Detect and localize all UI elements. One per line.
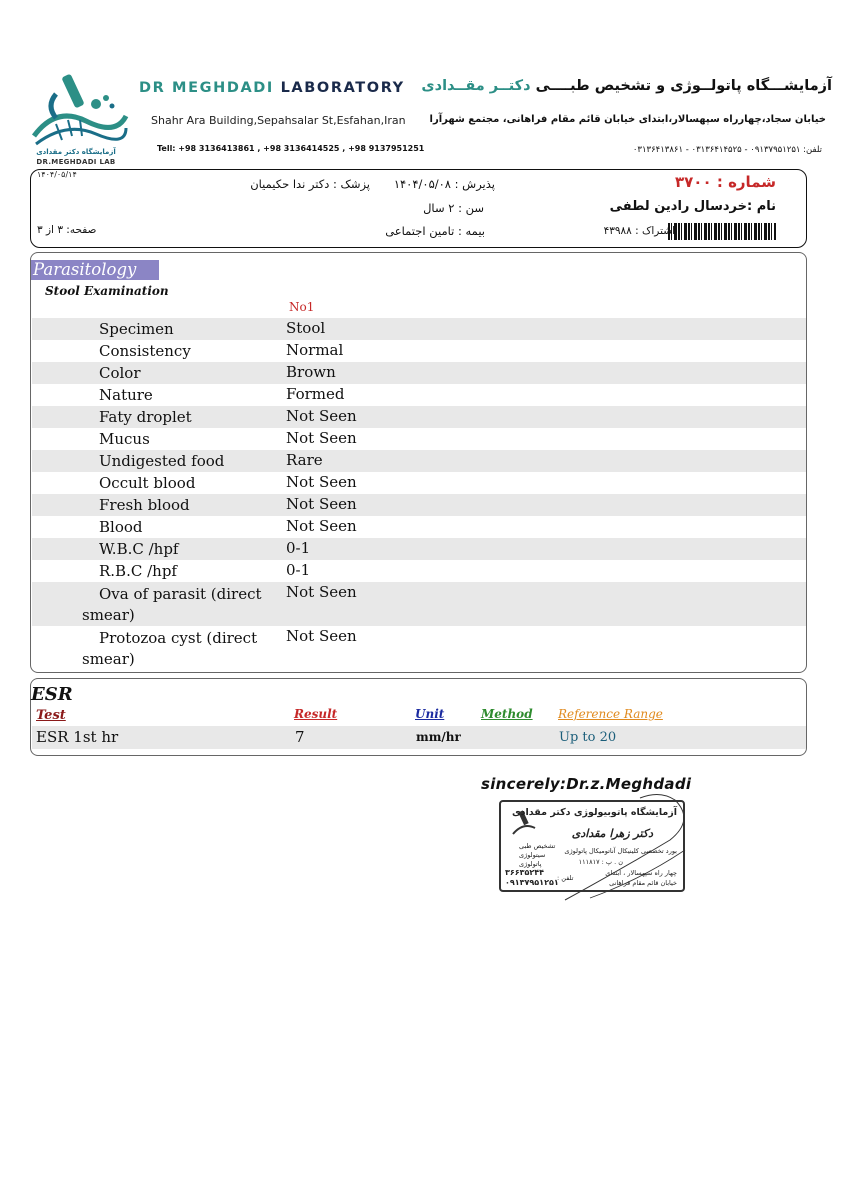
lab-name-persian [421,78,832,94]
esr-reference: Up to 20 [559,730,617,745]
section-title-esr: ESR [31,684,73,705]
table-row [32,516,806,538]
row-value: Not Seen [286,517,357,535]
row-value: Not Seen [286,407,357,425]
admission-date: پذیرش : ۱۴۰۴/۰۵/۰۸ [393,177,495,191]
row-value: 0-1 [286,539,311,557]
row-label: Faty droplet [99,408,192,426]
logo-persian-text: آزمایشگاه دکتر مقدادی [36,148,116,156]
esr-test-name: ESR 1st hr [36,728,119,746]
row-value: Not Seen [286,473,357,491]
address-english: Shahr Ara Building,Sepahsalar St,Esfahan,Iran [151,114,406,127]
table-row [32,318,806,340]
row-label: Mucus [99,430,150,448]
row-label: Consistency [99,342,191,360]
header-method: Method [481,707,533,721]
row-label: Undigested food [99,452,225,470]
table-row [32,384,806,406]
microscope-dna-icon [26,66,130,150]
header-result: Result [294,707,338,721]
header-test: Test [36,708,66,723]
table-row [32,472,806,494]
row-value: Not Seen [286,583,357,601]
row-value: Stool [286,319,326,337]
report-number: شماره : ۳۷۰۰ [675,173,776,191]
doctor-stamp [499,800,685,892]
barcode [668,223,776,240]
address-persian: خیابان سجاد،چهارراه سپهسالار،ابتدای خیابان قائم مقام فراهانی، مجتمع شهرآرا [429,114,826,125]
header-unit: Unit [415,707,445,721]
parasitology-section [30,252,807,673]
table-row [32,494,806,516]
page-number: صفحه: ۳ از ۳ [37,224,97,236]
lab-name-laboratory: LABORATORY [280,80,405,96]
stamp-address: چهار راه سپهسالار ، ابتدای [605,869,677,877]
stamp-phone-2: ۰۹۱۳۷۹۵۱۲۵۱ [505,878,559,887]
table-row [32,428,806,450]
table-row [32,406,806,428]
stamp-doctor-name: دکتر زهرا مقدادی [571,827,653,840]
stamp-phone-1: ۳۶۶۳۵۲۴۴ [505,868,545,877]
row-value: 0-1 [286,561,311,579]
row-value: Not Seen [286,495,357,513]
row-label: W.B.C /hpf [99,540,179,558]
patient-info-box [30,169,807,248]
esr-unit: mm/hr [416,730,461,744]
patient-name: نام :خردسال رادین لطفی [609,199,776,214]
stool-exam-title: Stool Examination [45,284,169,298]
signature-text: sincerely:Dr.z.Meghdadi [481,775,692,793]
lab-name-english [139,80,405,96]
table-row [32,538,806,560]
stamp-side-2: سیتولوژی [519,851,546,859]
row-label: Fresh blood [99,496,190,514]
row-label: Occult blood [99,474,196,492]
table-row [32,362,806,384]
row-value: Not Seen [286,627,357,645]
insurance: بیمه : تامین اجتماعی [385,224,485,238]
row-value: Rare [286,451,323,469]
esr-result: 7 [295,728,305,746]
table-row [32,450,806,472]
row-value: Normal [286,341,344,359]
phone-persian: تلفن: ۰۹۱۳۷۹۵۱۲۵۱ - ۰۳۱۳۶۴۱۴۵۲۵ - ۰۳۱۳۶۴۱۳۸۶۱ [632,145,822,155]
patient-age: سن : ۲ سال [423,201,484,215]
row-label: Nature [99,386,153,404]
row-value: Formed [286,385,345,403]
table-row [32,560,806,582]
row-label: Color [99,364,141,382]
subscription-number: اشتراک : ۴۳۹۸۸ [603,225,675,237]
referring-doctor: پزشک : دکتر ندا حکیمیان [250,177,370,191]
row-label: Ova of parasit (direct smear) [82,585,262,624]
phone-english: Tell: +98 3136413861 , +98 3136414525 , +98 9137951251 [157,144,425,153]
logo-english-text: DR.MEGHDADI LAB [36,158,116,166]
table-row [32,726,806,749]
stamp-tel-label: تلفن : [557,874,574,882]
table-row [32,340,806,362]
print-date: ۱۴۰۴/۰۵/۱۴ [37,170,77,179]
stamp-medical-code: ن . پ : ۱۱۱۸۱۷ [578,858,623,866]
table-row [32,626,806,670]
column-header-no1: No1 [289,300,315,314]
section-title-parasitology: Parasitology [31,260,159,280]
row-value: Not Seen [286,429,357,447]
stamp-address-2: خیابان قائم مقام فراهانی [609,879,677,887]
lab-name-fa-doctor: دکتــر مقــدادی [421,78,531,94]
row-label: R.B.C /hpf [99,562,177,580]
lab-name-fa-main: آزمایشـــگاه پاتولــوژی و تشخیص طبــــی [535,78,832,94]
stamp-board: بورد تخصصی کلینیکال آناتومیکال پاتولوژی [564,847,677,855]
row-label: Protozoa cyst (direct smear) [82,629,258,668]
esr-section [30,678,807,756]
row-value: Brown [286,363,336,381]
table-row [32,582,806,626]
lab-name-dr: DR MEGHDADI [139,80,274,96]
header-reference-range: Reference Range [558,707,663,721]
stamp-side-3: پاتولوژی [519,860,542,868]
row-label: Blood [99,518,143,536]
lab-logo [26,66,130,170]
stamp-side-1: تشخیص طبی [519,842,556,850]
stamp-title: آزمایشگاه پاتوبیولوژی دکتر مقدادی [511,807,677,818]
row-label: Specimen [99,320,174,338]
